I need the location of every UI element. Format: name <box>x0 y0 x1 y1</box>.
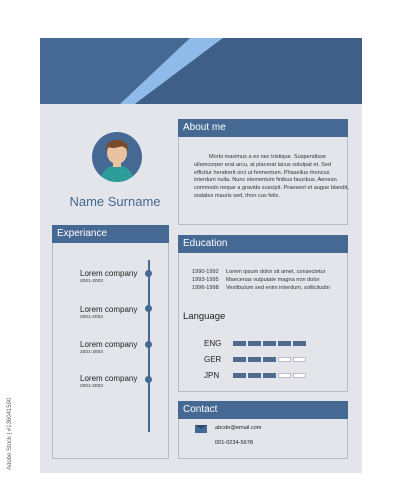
language-level-cell <box>233 373 246 378</box>
education-row <box>192 285 330 293</box>
language-level-cell <box>278 373 291 378</box>
language-level-cell <box>293 373 306 378</box>
experience-item <box>80 269 137 284</box>
language-level-cell <box>248 357 261 362</box>
language-level-cell <box>293 357 306 362</box>
language-level-cell <box>233 341 246 346</box>
education-row <box>192 269 326 277</box>
language-level-cell <box>248 341 261 346</box>
experience-header: Experiance <box>52 225 169 243</box>
education-text: Vestibulum sed enim interdum, sollicitudin <box>226 285 330 291</box>
experience-item <box>80 374 137 389</box>
about-text-first-line: Morbi maximus a ex nec tristique. Suspendisse <box>209 154 326 160</box>
language-level-cell <box>248 373 261 378</box>
job-company: Lorem company <box>80 269 138 278</box>
timeline-dot <box>145 341 152 348</box>
header-banner <box>40 38 362 104</box>
experience-item <box>80 305 137 320</box>
job-company: Lorem company <box>80 305 138 314</box>
language-title: Language <box>183 311 226 322</box>
timeline-dot <box>145 376 152 383</box>
education-years: 1993-1995 <box>192 277 219 283</box>
language-level-cell <box>233 357 246 362</box>
job-years: 2001-2003 <box>80 384 103 389</box>
education-years: 1996-1998 <box>192 285 219 291</box>
mail-icon <box>195 425 207 433</box>
job-company: Lorem company <box>80 340 138 349</box>
language-level-cell <box>263 357 276 362</box>
education-years: 1990-1992 <box>192 269 219 275</box>
watermark-side-text: Adobe Stock | #136041590 <box>7 397 13 470</box>
experience-item <box>80 340 137 355</box>
language-code: ENG <box>204 339 222 348</box>
timeline-dot <box>145 270 152 277</box>
language-code: GER <box>204 355 222 364</box>
about-text-body: ullamcorper erat arcu, at placerat lacus volutpat et. Sed efficitur hendrerit orci ut fermentum. Phasellus rhoncus interdum nulla. Nunc elementum finibus faucibus. Aenean commodo neque a gravida suscipit. Praesent et augue blandit, sodales mauris sed, rhon cus felis. <box>194 161 349 199</box>
about-text <box>194 154 350 201</box>
timeline-dot <box>145 305 152 312</box>
job-company: Lorem company <box>80 374 138 383</box>
education-row <box>192 277 320 285</box>
education-text: Lorem ipsum dolor sit amet, consectetur <box>226 269 326 275</box>
banner-accent-stripe <box>40 38 362 104</box>
language-level-cell <box>278 341 291 346</box>
language-level-cell <box>263 341 276 346</box>
language-level-cell <box>263 373 276 378</box>
contact-email[interactable]: abcde@email.com <box>215 425 262 431</box>
job-years: 2001-2003 <box>80 350 103 355</box>
job-years: 2001-2003 <box>80 315 103 320</box>
education-text: Maecenas vulputate magna non dolor <box>226 277 320 283</box>
resume-page <box>40 38 362 473</box>
about-header: About me <box>178 119 348 137</box>
language-level-cell <box>293 341 306 346</box>
profile-avatar <box>92 132 142 182</box>
language-code: JPN <box>204 371 220 380</box>
education-header: Education <box>178 235 348 253</box>
contact-phone: 001-0234-5678 <box>215 440 253 446</box>
profile-name: Name Surname <box>69 194 161 209</box>
language-level-cell <box>278 357 291 362</box>
job-years: 2001-2003 <box>80 279 103 284</box>
contact-header: Contact <box>178 401 348 419</box>
